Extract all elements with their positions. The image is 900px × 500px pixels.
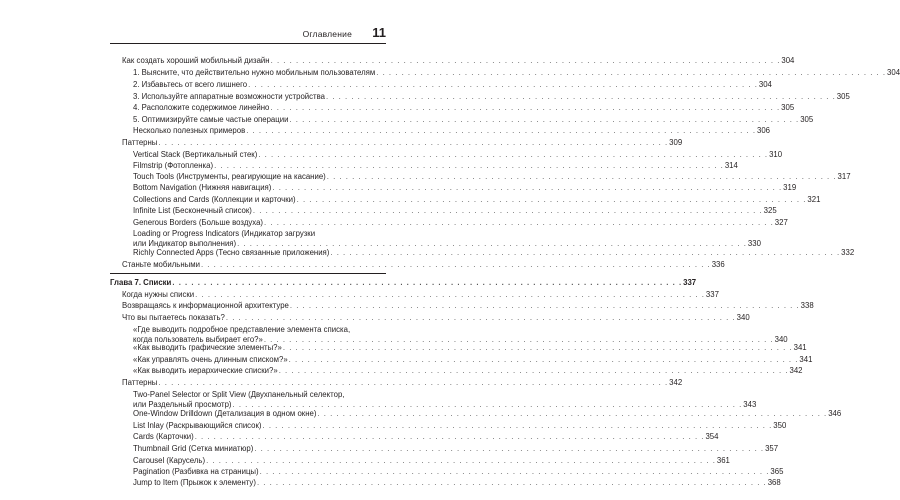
dot-leader (158, 138, 668, 148)
toc-entry-title: Cards (Карточки) (133, 432, 194, 441)
toc-entry-title: 3. Используйте аппаратные возможности устройства (133, 92, 326, 101)
dot-leader (237, 239, 747, 249)
dot-leader (257, 478, 767, 488)
toc-page-number: 319 (783, 183, 797, 192)
toc-entry-title: One-Window Drilldown (Детализация в одном окне) (133, 409, 317, 418)
dot-leader (297, 195, 807, 205)
toc-page-number: 346 (828, 409, 842, 418)
dot-leader (376, 68, 886, 78)
dot-leader (290, 301, 800, 311)
toc-entry-title: Generous Borders (Больше воздуха) (133, 218, 264, 227)
toc-page-number: 337 (705, 290, 719, 299)
toc-entry (133, 390, 757, 409)
toc-page-number: 341 (793, 343, 807, 352)
toc-page-number: 336 (711, 260, 725, 269)
toc-entry-title: Two-Panel Selector or Split View (Двухпанельный селектор, (133, 390, 345, 399)
toc-page-number: 327 (774, 218, 788, 227)
toc-entry (133, 68, 900, 78)
dot-leader (283, 343, 793, 353)
toc-entry (122, 138, 683, 148)
dot-leader (327, 172, 837, 182)
toc-entry-title: Возвращаясь к информационной архитектуре (122, 301, 289, 310)
dot-leader (326, 92, 836, 102)
dot-leader (260, 467, 770, 477)
toc-entry (133, 92, 850, 102)
toc-entry (133, 467, 784, 477)
toc-page-number: 310 (769, 150, 783, 159)
toc-entry-title: «Как выводить иерархические списки?» (133, 366, 278, 375)
dot-leader (233, 400, 743, 410)
toc-entry-title: Паттерны (122, 378, 158, 387)
toc-entry-title: Vertical Stack (Вертикальный стек) (133, 150, 258, 159)
toc-entry-title: Touch Tools (Инструменты, реагирующие на касание) (133, 172, 326, 181)
toc-page-number: 305 (781, 103, 795, 112)
toc-entry-title: List Inlay (Раскрывающийся список) (133, 421, 262, 430)
toc-entry (133, 366, 803, 376)
toc-page-number: 304 (887, 68, 900, 77)
toc-entry (133, 80, 772, 90)
toc-page-number: 325 (763, 206, 777, 215)
toc-entry-title: Filmstrip (Фотопленка) (133, 161, 214, 170)
dot-leader (258, 150, 768, 160)
toc-entry (133, 161, 738, 171)
toc-page-number: 365 (770, 467, 784, 476)
dot-leader (289, 115, 799, 125)
toc-page-number: 361 (716, 456, 730, 465)
toc-entry (133, 195, 821, 205)
toc-entry (133, 409, 842, 419)
toc-page-number: 304 (781, 56, 795, 65)
chapter-rule (110, 273, 386, 274)
dot-leader (279, 366, 789, 376)
toc-entry (122, 56, 795, 66)
toc-entry-title: Carousel (Карусель) (133, 456, 206, 465)
toc-page-number: 343 (743, 399, 757, 409)
toc-entry (133, 456, 730, 466)
toc-entry (133, 343, 807, 353)
toc-entry-title: Thumbnail Grid (Сетка миниатюр) (133, 444, 254, 453)
toc-entry-title: 2. Избавьтесь от всего лишнего (133, 80, 248, 89)
toc-entry-title: Как создать хороший мобильный дизайн (122, 56, 270, 65)
toc-entry-title: 1. Выясните, что действительно нужно мобильным пользователям (133, 68, 376, 77)
toc-entry-title: Что вы пытаетесь показать? (122, 313, 225, 322)
toc-entry (122, 260, 725, 270)
toc-page-number: 342 (789, 366, 803, 375)
toc-entry (133, 432, 719, 442)
dot-leader (172, 278, 682, 288)
toc-page-number: 321 (807, 195, 821, 204)
dot-leader (270, 103, 780, 113)
toc-entry (133, 229, 761, 248)
toc-entry (122, 290, 719, 300)
toc-entry-title: «Где выводить подробное представление элемента списка, (133, 325, 351, 334)
dot-leader (253, 206, 763, 216)
toc-entry-title: «Как выводить графические элементы?» (133, 343, 282, 352)
toc-entry (133, 355, 813, 365)
toc-entry-title: Collections and Cards (Коллекции и карточки) (133, 195, 296, 204)
toc-entry (133, 172, 851, 182)
toc-entry-title: Infinite List (Бесконечный список) (133, 206, 252, 215)
toc-page-number: 332 (841, 248, 855, 257)
toc-entry-title: «Как управлять очень длинным списком?» (133, 355, 288, 364)
toc-entry-title: Паттерны (122, 138, 158, 147)
dot-leader (271, 56, 781, 66)
dot-leader (226, 313, 736, 323)
toc-entry-title-continued: когда пользователь выбирает его?» (133, 334, 263, 344)
toc-entry (133, 218, 788, 228)
dot-leader (264, 218, 774, 228)
toc-page-number: 306 (756, 126, 770, 135)
toc-page-number: 368 (767, 478, 781, 487)
toc-entry (133, 325, 788, 344)
toc-page-number: 350 (773, 421, 787, 430)
toc-entry-title: Richly Connected Apps (Тесно связанные приложения) (133, 248, 330, 257)
dot-leader (246, 126, 756, 136)
toc-entry-title-continued: или Индикатор выполнения) (133, 238, 237, 248)
toc-entry-title: Станьте мобильными (122, 260, 200, 269)
toc-page-number: 338 (800, 301, 814, 310)
toc-page-number: 342 (669, 378, 683, 387)
toc-page-number: 340 (774, 334, 788, 344)
toc-entry (122, 301, 814, 311)
dot-leader (263, 421, 773, 431)
toc-page-number: 309 (669, 138, 683, 147)
toc-entry (133, 421, 787, 431)
page-number: 11 (372, 25, 386, 40)
dot-leader (195, 290, 705, 300)
toc-entry-title: Несколько полезных примеров (133, 126, 246, 135)
toc-page-number: 354 (705, 432, 719, 441)
toc-entry (133, 126, 770, 136)
toc-page-number: 305 (836, 92, 850, 101)
dot-leader (272, 183, 782, 193)
toc-page-number: 305 (800, 115, 814, 124)
dot-leader (158, 378, 668, 388)
toc-entry (133, 183, 797, 193)
dot-leader (254, 444, 764, 454)
dot-leader (214, 161, 724, 171)
running-head: Оглавление (302, 29, 352, 39)
dot-leader (195, 432, 705, 442)
toc-entry (133, 478, 781, 488)
toc-entry-title: 4. Расположите содержимое линейно (133, 103, 270, 112)
toc-entry (133, 444, 779, 454)
toc-entry-title: Loading or Progress Indicators (Индикатор загрузки (133, 229, 316, 238)
toc-entry (133, 150, 783, 160)
toc-page-number: 337 (683, 278, 697, 287)
dot-leader (201, 260, 711, 270)
toc-entry (122, 313, 750, 323)
toc-page-number: 317 (837, 172, 851, 181)
toc-page-number: 340 (736, 313, 750, 322)
toc-page-number: 357 (765, 444, 779, 453)
dot-leader (248, 80, 758, 90)
toc-page-number: 341 (799, 355, 813, 364)
toc-entry (122, 378, 683, 388)
dot-leader (206, 456, 716, 466)
toc-entry-title-continued: или Раздельный просмотр) (133, 399, 232, 409)
toc-entry (133, 248, 855, 258)
toc-entry (133, 206, 777, 216)
toc-entry-title: Когда нужны списки (122, 290, 195, 299)
dot-leader (289, 355, 799, 365)
dot-leader (317, 409, 827, 419)
toc-entry (133, 103, 795, 113)
dot-leader (330, 248, 840, 258)
toc-page-number: 330 (747, 238, 761, 248)
toc-entry-title: Pagination (Разбивка на страницы) (133, 467, 259, 476)
toc-entry-title: 5. Оптимизируйте самые частые операции (133, 115, 289, 124)
toc-entry-title: Jump to Item (Прыжок к элементу) (133, 478, 256, 487)
toc-entry (133, 115, 814, 125)
chapter-heading (110, 278, 697, 288)
toc-page-number: 314 (724, 161, 738, 170)
toc-entry-title: Bottom Navigation (Нижняя навигация) (133, 183, 272, 192)
toc-page-number: 304 (758, 80, 772, 89)
toc-entry-title: Глава 7. Списки (110, 278, 172, 287)
